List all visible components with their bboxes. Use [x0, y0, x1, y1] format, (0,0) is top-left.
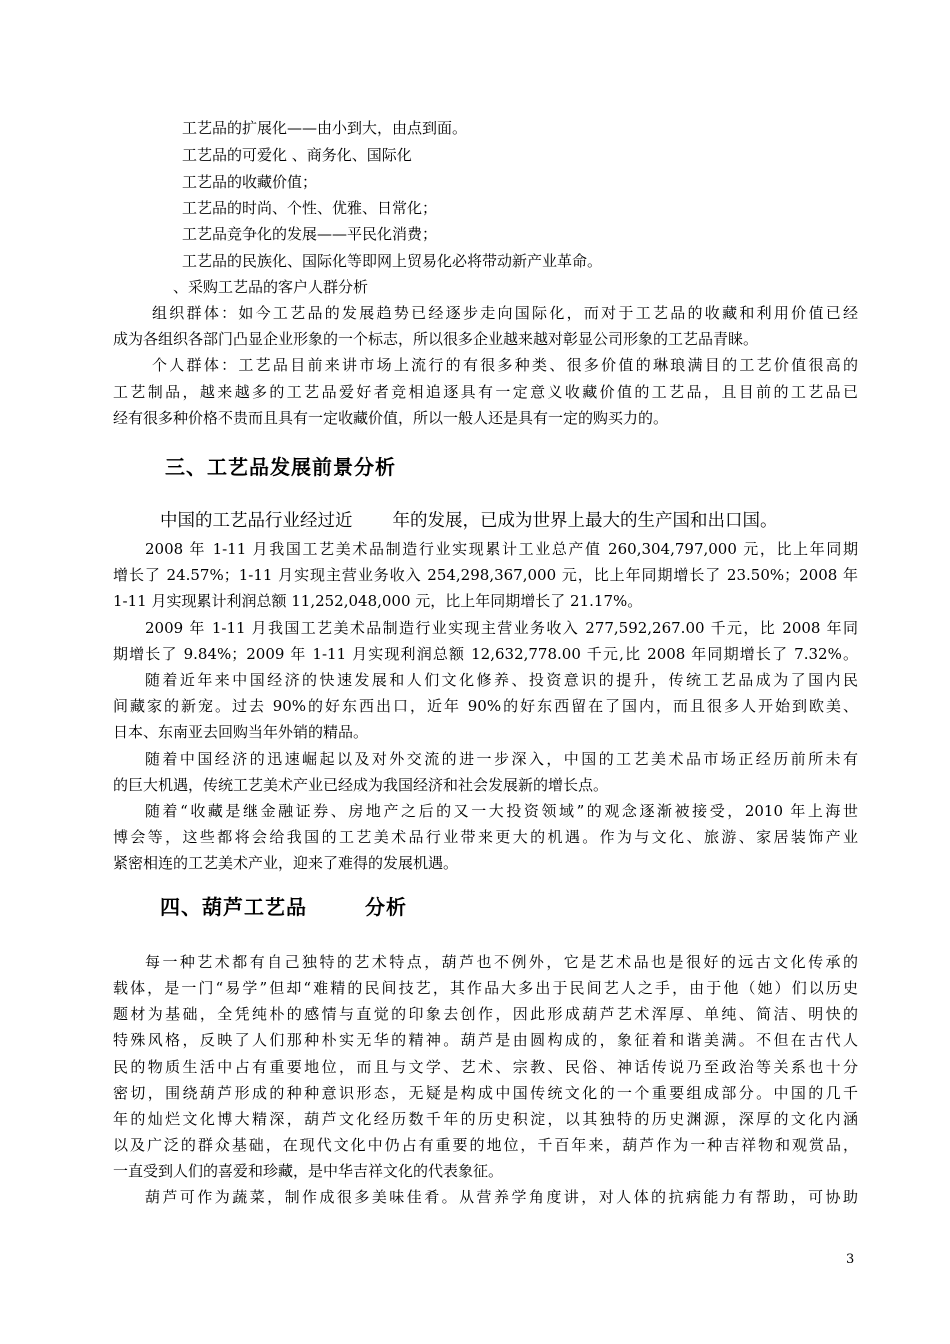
paragraph-line: 紧密相连的工艺美术产业，迎来了难得的发展机遇。: [113, 854, 459, 872]
paragraph-line: 个人群体：工艺品目前来讲市场上流行的有很多种类、很多价值的琳琅满目的工艺价值很高的: [152, 356, 858, 374]
paragraph-line: 间藏家的新宠。过去 90%的好东西出口，近年 90%的好东西留在了国内，而且很多人开始到欧美、: [113, 697, 858, 715]
lead-sentence: [160, 508, 778, 534]
paragraph-line: 密切，围绕葫芦形成的种种意识形态，无疑是构成中国传统文化的一个重要组成部分。中国的几千: [113, 1084, 858, 1102]
list-item: 工艺品竞争化的发展——平民化消费；: [182, 225, 438, 243]
paragraph-line: 随着“收藏是继金融证券、房地产之后的又一大投资领域”的观念逐渐被接受，2010 年上海世: [145, 802, 858, 820]
paragraph-line: 葫芦可作为蔬菜，制作成很多美味佳肴。从营养学角度讲，对人体的抗病能力有帮助，可协助: [145, 1188, 858, 1206]
list-item: 工艺品的可爱化 、商务化、国际化: [182, 146, 412, 164]
paragraph-line: 一直受到人们的喜爱和珍藏，是中华吉祥文化的代表象征。: [113, 1162, 504, 1180]
paragraph-line: 随着近年来中国经济的快速发展和人们文化修养、投资意识的提升，传统工艺品成为了国内民: [145, 671, 858, 689]
heading-4-part-2: 分析: [365, 895, 407, 919]
paragraph-line: 增长了 24.57%；1-11 月实现主营业务收入 254,298,367,000 元，比上年同期增长了 23.50%；2008 年: [113, 566, 858, 584]
paragraph-line: 日本、东南亚去回购当年外销的精品。: [113, 723, 369, 741]
lead-part-2: 年的发展，已成为世界上最大的生产国和出口国。: [392, 511, 778, 531]
paragraph-line: 2008 年 1-11 月我国工艺美术品制造行业实现累计工业总产值 260,304,797,000 元，比上年同期: [145, 540, 858, 558]
subheading-customers: 、采购工艺品的客户人群分析: [173, 278, 369, 296]
list-item: 工艺品的收藏价值；: [182, 173, 318, 191]
paragraph-line: 特殊风格，反映了人们那种朴实无华的精神。葫芦是由圆构成的，象征着和谐美满。不但在古代人: [113, 1031, 858, 1049]
paragraph-line: 博会等，这些都将会给我国的工艺美术品行业带来更大的机遇。作为与文化、旅游、家居装饰产业: [113, 828, 858, 846]
paragraph-line: 1-11 月实现累计利润总额 11,252,048,000 元，比上年同期增长了 21.17%。: [113, 592, 643, 610]
list-item: 工艺品的时尚、个性、优雅、日常化；: [182, 199, 438, 217]
heading-4-part-1: 四、葫芦工艺品: [160, 895, 307, 919]
paragraph-line: 经有很多种价格不贵而且具有一定收藏价值，所以一般人还是具有一定的购买力的。: [113, 409, 669, 427]
paragraph-line: 民的物质生活中占有重要地位，而且与文学、艺术、宗教、民俗、神话传说乃至政治等关系也十分: [113, 1058, 858, 1076]
paragraph-line: 年的灿烂文化博大精深，葫芦文化经历数千年的历史积淀，以其独特的历史渊源，深厚的文化内涵: [113, 1110, 858, 1128]
paragraph-line: 工艺制品，越来越多的工艺品爱好者竞相追逐具有一定意义收藏价值的工艺品，且目前的工艺品已: [113, 383, 858, 401]
paragraph-line: 载体，是一门“易学”但却“难精的民间技艺，其作品大多出于民间艺人之手，由于他（她）们以历史: [113, 979, 858, 997]
list-item: 工艺品的扩展化——由小到大，由点到面。: [182, 119, 468, 137]
list-item: 工艺品的民族化、国际化等即网上贸易化必将带动新产业革命。: [182, 252, 603, 270]
paragraph-line: 以及广泛的群众基础，在现代文化中仍占有重要的地位，千百年来，葫芦作为一种吉祥物和观赏品，: [113, 1136, 858, 1154]
paragraph-line: 成为各组织各部门凸显企业形象的一个标志，所以很多企业越来越对彰显公司形象的工艺品青睐。: [113, 330, 759, 348]
paragraph-line: 的巨大机遇，传统工艺美术产业已经成为我国经济和社会发展新的增长点。: [113, 776, 609, 794]
paragraph-line: 每一种艺术都有自己独特的艺术特点，葫芦也不例外，它是艺术品也是很好的远古文化传承的: [145, 953, 858, 971]
paragraph-line: 随着中国经济的迅速崛起以及对外交流的进一步深入，中国的工艺美术品市场正经历前所未有: [145, 750, 858, 768]
page-number: 3: [846, 1252, 855, 1267]
section-heading-4: [160, 894, 407, 920]
paragraph-line: 题材为基础，全凭纯朴的感情与直觉的印象去创作，因此形成葫芦艺术浑厚、单纯、简洁、明快的: [113, 1005, 858, 1023]
paragraph-line: 组织群体：如今工艺品的发展趋势已经逐步走向国际化，而对于工艺品的收藏和利用价值已经: [152, 304, 858, 322]
section-heading-3: 三、工艺品发展前景分析: [165, 455, 396, 479]
paragraph-line: 2009 年 1-11 月我国工艺美术品制造行业实现主营业务收入 277,592,267.00 千元，比 2008 年同: [145, 619, 858, 637]
paragraph-line: 期增长了 9.84%；2009 年 1-11 月实现利润总额 12,632,778.00 千元,比 2008 年同期增长了 7.32%。: [113, 645, 858, 663]
lead-part-1: 中国的工艺品行业经过近: [160, 511, 353, 531]
